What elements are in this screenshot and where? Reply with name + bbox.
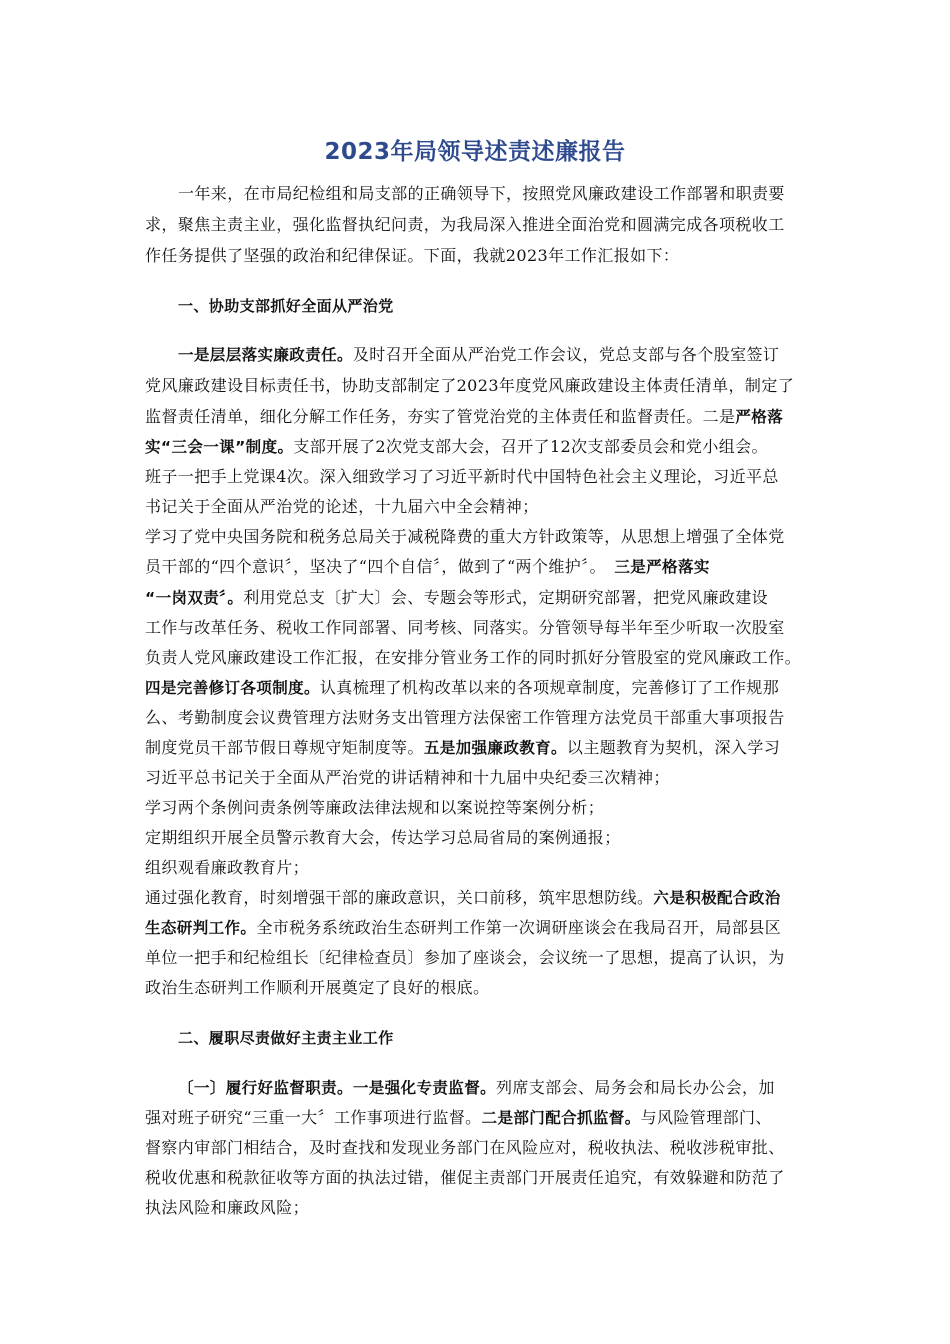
paragraph-line	[145, 1138, 810, 1158]
bold-text: “一岗双责〞。	[145, 589, 244, 607]
paragraph-line	[145, 948, 810, 968]
bold-text: 五是加强廉政教育。	[423, 739, 567, 757]
text-segment: 认真梳理了机构改革以来的各项规章制度，完善修订了工作规那	[319, 678, 780, 697]
text-segment: 学习两个条例问责条例等廉政法律法规和以案说控等案例分析；	[145, 798, 605, 817]
bold-text: 一、协助支部抓好全面从严治党	[178, 297, 394, 315]
paragraph-line	[178, 184, 810, 204]
text-segment: 党风廉政建设目标责任书，协助支部制定了2023年度党风廉政建设主体责任清单，制定了	[145, 376, 795, 395]
paragraph-line	[145, 407, 810, 427]
paragraph-line	[145, 798, 810, 818]
paragraph-line	[145, 1198, 810, 1218]
paragraph-line	[178, 1078, 810, 1098]
text-segment: 负责人党风廉政建设工作汇报，在安排分管业务工作的同时抓好分管股室的党风廉政工作。	[145, 648, 802, 667]
paragraph-line	[145, 215, 810, 235]
text-segment: 督察内审部门相结合，及时查找和发现业务部门在风险应对，税收执法、税收涉税审批、	[145, 1138, 785, 1157]
text-segment: 班子一把手上党课4次。深入细致学习了习近平新时代中国特色社会主义理论，习近平总	[145, 467, 779, 486]
bold-text: 六是积极配合政治	[653, 889, 781, 907]
paragraph-line	[145, 648, 810, 668]
paragraph-line	[145, 888, 810, 908]
paragraph-line	[145, 828, 810, 848]
paragraph-line	[145, 858, 810, 878]
paragraph-line	[145, 437, 810, 457]
text-segment: 么、考勤制度会议费管理方法财务支出管理方法保密工作管理方法党员干部重大事项报告	[145, 708, 785, 727]
paragraph-line	[145, 246, 810, 266]
text-segment: 单位一把手和纪检组长〔纪律检查员〕参加了座谈会，会议统一了思想，提高了认识，为	[145, 948, 785, 967]
section-heading	[178, 296, 843, 316]
paragraph-line	[145, 978, 810, 998]
paragraph-line	[145, 768, 810, 788]
paragraph-line	[145, 708, 810, 728]
text-segment: 组织观看廉政教育片；	[145, 858, 310, 877]
text-segment: 税收优惠和税款征收等方面的执法过错，催促主责部门开展责任追究，有效躲避和防范了	[145, 1168, 785, 1187]
text-segment: 政治生态研判工作顺利开展奠定了良好的根底。	[145, 978, 490, 997]
text-segment: 书记关于全面从严治党的论述，十九届六中全会精神；	[145, 497, 539, 516]
text-segment: 学习了党中央国务院和税务总局关于减税降费的重大方针政策等，从思想上增强了全体党	[145, 527, 785, 546]
text-segment: 一年来，在市局纪检组和局支部的正确领导下，按照党风廉政建设工作部署和职责要	[178, 184, 785, 203]
text-segment: 强对班子研究“三重一大〞工作事项进行监督。	[145, 1108, 482, 1127]
paragraph-line	[178, 345, 810, 365]
text-segment: 支部开展了2次党支部大会，召开了12次支部委员会和党小组会。	[293, 437, 768, 456]
paragraph-line	[145, 588, 810, 608]
text-segment: 与风险管理部门、	[640, 1108, 772, 1127]
paragraph-line	[145, 497, 810, 517]
paragraph-line	[145, 738, 810, 758]
paragraph-line	[145, 557, 810, 577]
paragraph-line	[145, 467, 810, 487]
bold-text: 〔一〕履行好监督职责。一是强化专责监督。	[178, 1079, 497, 1097]
paragraph-line	[145, 1168, 810, 1188]
bold-text: 一是层层落实廉政责任。	[178, 346, 353, 364]
text-segment: 监督责任清单，细化分解工作任务，夯实了管党治党的主体责任和监督责任。二是	[145, 407, 736, 426]
paragraph-line	[145, 918, 810, 938]
bold-text: 三是严格落实	[614, 558, 710, 576]
text-segment: 习近平总书记关于全面从严治党的讲话精神和十九届中央纪委三次精神；	[145, 768, 670, 787]
bold-text: 实“三会一课”制度。	[145, 438, 294, 456]
text-segment: 及时召开全面从严治党工作会议，党总支部与各个股室签订	[352, 345, 780, 364]
paragraph-line	[145, 376, 810, 396]
bold-text: 严格落	[735, 408, 784, 426]
paragraph-line	[145, 1108, 810, 1128]
text-segment: 以主题教育为契机，深入学习	[566, 738, 781, 757]
text-segment: 定期组织开展全员警示教育大会，传达学习总局省局的案例通报；	[145, 828, 621, 847]
text-segment: 列席支部会、局务会和局长办公会，加	[496, 1078, 775, 1097]
text-segment: 工作与改革任务、税收工作同部署、同考核、同落实。分管领导每半年至少听取一次股室	[145, 618, 785, 637]
text-segment: 制度党员干部节假日尊规守矩制度等。	[145, 738, 424, 757]
document-title: 2023年局领导述责述廉报告	[324, 139, 626, 165]
bold-text: 四是完善修订各项制度。	[145, 679, 320, 697]
text-segment: 利用党总支〔扩大〕会、专题会等形式，定期研究部署，把党风廉政建设	[243, 588, 769, 607]
section-heading	[178, 1028, 843, 1048]
bold-text: 二、履职尽责做好主责主业工作	[178, 1029, 394, 1047]
paragraph-line	[145, 618, 810, 638]
paragraph-line	[145, 678, 810, 698]
bold-text: 生态研判工作。	[145, 919, 257, 937]
text-segment: 作任务提供了坚强的政治和纪律保证。下面，我就2023年工作汇报如下：	[145, 246, 680, 265]
paragraph-line	[145, 527, 810, 547]
text-segment: 员干部的“四个意识〞，坚决了“四个自信〞，做到了“两个维护〞。	[145, 557, 615, 576]
bold-text: 二是部门配合抓监督。	[481, 1109, 641, 1127]
text-segment: 全市税务系统政治生态研判工作第一次调研座谈会在我局召开，局部县区	[256, 918, 782, 937]
text-segment: 求，聚焦主责主业，强化监督执纪问责，为我局深入推进全面治党和圆满完成各项税收工	[145, 215, 785, 234]
text-segment: 通过强化教育，时刻增强干部的廉政意识，关口前移，筑牢思想防线。	[145, 888, 654, 907]
text-segment: 执法风险和廉政风险；	[145, 1198, 310, 1217]
